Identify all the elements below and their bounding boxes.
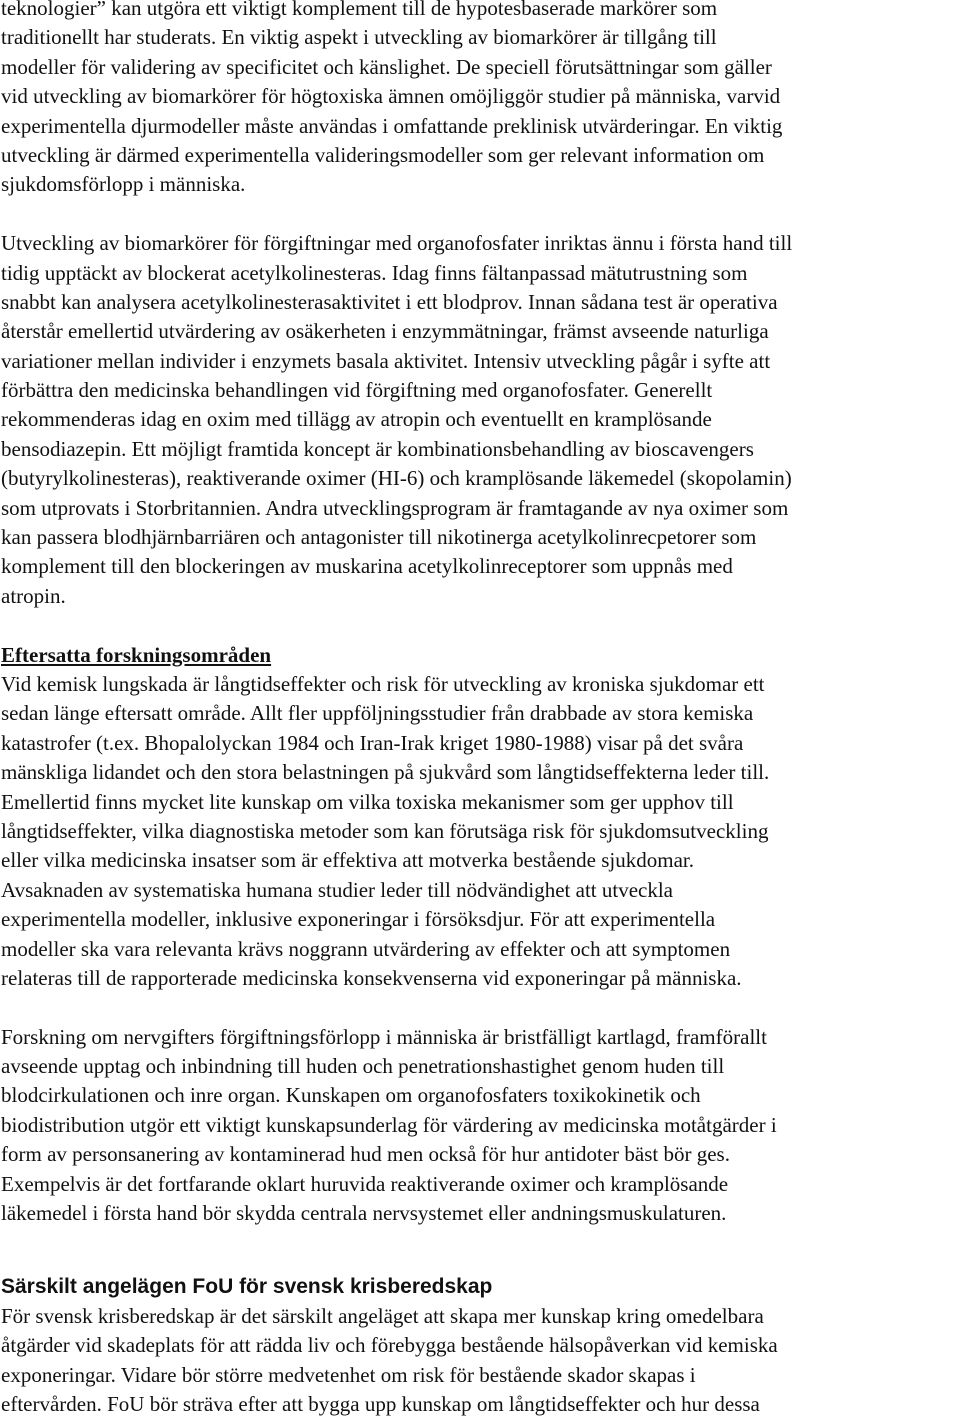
- text-line: kan passera blodhjärnbarriären och antagonister till nikotinerga acetylkolinrecpetorer som: [1, 525, 757, 550]
- text-line: sjukdomsförlopp i människa.: [1, 172, 246, 197]
- section-heading-priority-rnd: Särskilt angelägen FoU för svensk krisberedskap: [1, 1275, 493, 1299]
- paragraph-lung-injury: [0, 670, 960, 993]
- text-line: eftervården. FoU bör sträva efter att bygga upp kunskap om långtidseffekter och hur dessa: [1, 1392, 760, 1416]
- text-line: Emellertid finns mycket lite kunskap om vilka toxiska mekanismer som ger upphov till: [1, 789, 734, 814]
- text-line: sedan länge eftersatt område. Allt fler uppföljningsstudier från drabbade av stora kemiska: [1, 701, 754, 726]
- text-line: åtgärder vid skadeplats för att rädda liv och förebygga bestående hälsopåverkan vid kemiska: [1, 1333, 778, 1358]
- text-line: avseende upptag och inbindning till huden och penetrationshastighet genom huden till: [1, 1054, 725, 1079]
- text-line: som utprovats i Storbritannien. Andra utvecklingsprogram är framtagande av nya oximer som: [1, 495, 789, 520]
- text-line: relateras till de rapporterade medicinska konsekvenserna vid exponeringar på människa.: [1, 965, 742, 990]
- text-line: modeller ska vara relevanta krävs noggrann utvärdering av effekter och att symptomen: [1, 936, 731, 961]
- paragraph-gap: [0, 611, 960, 640]
- text-line: experimentella djurmodeller måste användas i omfattande preklinisk utvärderingar. En viktig: [1, 113, 783, 138]
- section-heading-neglected-research: Eftersatta forskningsområden: [1, 642, 272, 667]
- paragraph-crisis-preparedness: [0, 1302, 960, 1420]
- text-line: Utveckling av biomarkörer för förgiftningar med organofosfater inriktas ännu i första hand till: [1, 231, 793, 256]
- paragraph-gap: [0, 993, 960, 1022]
- text-line: Exempelvis är det fortfarande oklart huruvida reaktiverande oximer och kramplösande: [1, 1171, 729, 1196]
- text-line: snabbt kan analysera acetylkolinesterasaktivitet i ett blodprov. Innan sådana test är operativa: [1, 289, 778, 314]
- paragraph-organophosphate-treatment: [0, 229, 960, 611]
- text-line: form av personsanering av kontaminerad hud men också för hur antidoter bäst bör ges.: [1, 1142, 730, 1167]
- paragraph-biomarker-validation: [0, 0, 960, 200]
- text-line: komplement till den blockeringen av muskarina acetylkolinreceptorer som uppnås med: [1, 554, 733, 579]
- text-line: återstår emellertid utvärdering av osäkerheten i enzymmätningar, främst avseende naturliga: [1, 319, 769, 344]
- text-line: (butyrylkolinesteras), reaktiverande oximer (HI-6) och kramplösande läkemedel (skopolamin): [1, 466, 792, 491]
- text-line: Vid kemisk lungskada är långtidseffekter och risk för utveckling av kroniska sjukdomar ett: [1, 672, 765, 696]
- text-line: biodistribution utgör ett viktigt kunskapsunderlag för värdering av medicinska motåtgärder i: [1, 1112, 777, 1137]
- text-line: variationer mellan individer i enzymets basala aktivitet. Intensiv utveckling pågår i syfte att: [1, 348, 771, 373]
- text-line: katastrofer (t.ex. Bhopalolyckan 1984 och Iran-Irak kriget 1980-1988) visar på det svåra: [1, 730, 744, 755]
- text-line: blodcirkulationen och inre organ. Kunskapen om organofosfaters toxikokinetik och: [1, 1083, 701, 1108]
- text-line: förbättra den medicinska behandlingen vid förgiftning med organofosfater. Generellt: [1, 378, 713, 403]
- text-line: bensodiazepin. Ett möjligt framtida koncept är kombinationsbehandling av bioscavengers: [1, 436, 754, 461]
- text-line: atropin.: [1, 583, 66, 608]
- text-line: utveckling är därmed experimentella valideringsmodeller som ger relevant information om: [1, 142, 765, 167]
- text-line: teknologier” kan utgöra ett viktigt komplement till de hypotesbaserade markörer som: [1, 0, 718, 20]
- text-line: läkemedel i första hand bör skydda centrala nervsystemet eller andningsmuskulaturen.: [1, 1201, 727, 1226]
- text-line: modeller för validering av specificitet och känslighet. De speciell förutsättningar som gäller: [1, 54, 772, 79]
- text-line: Avsaknaden av systematiska humana studier leder till nödvändighet att utveckla: [1, 877, 673, 902]
- text-line: vid utveckling av biomarkörer för högtoxiska ämnen omöjliggör studier på människa, varvid: [1, 84, 781, 109]
- text-line: Forskning om nervgifters förgiftningsförlopp i människa är bristfälligt kartlagd, framförallt: [1, 1024, 767, 1049]
- text-line: mänskliga lidandet och den stora belastningen på sjukvård som långtidseffekterna leder till.: [1, 760, 770, 785]
- text-line: tidig upptäckt av blockerat acetylkolinesteras. Idag finns fältanpassad mätutrustning som: [1, 260, 748, 285]
- paragraph-nerve-agent-research: [0, 1023, 960, 1229]
- text-line: För svensk krisberedskap är det särskilt angeläget att skapa mer kunskap kring omedelbara: [1, 1303, 764, 1328]
- text-line: experimentella modeller, inklusive exponeringar i försöksdjur. För att experimentella: [1, 907, 716, 932]
- paragraph-gap: [0, 1228, 960, 1272]
- text-line: eller vilka medicinska insatser som är effektiva att motverka bestående sjukdomar.: [1, 848, 694, 873]
- paragraph-gap: [0, 200, 960, 229]
- text-line: rekommenderas idag en oxim med tillägg av atropin och eventuellt en kramplösande: [1, 407, 712, 432]
- text-line: traditionellt har studerats. En viktig aspekt i utveckling av biomarkörer är tillgång till: [1, 25, 717, 50]
- text-line: långtidseffekter, vilka diagnostiska metoder som kan förutsäga risk för sjukdomsutveckling: [1, 818, 769, 843]
- text-line: exponeringar. Vidare bör större medvetenhet om risk för bestående skador skapas i: [1, 1362, 696, 1387]
